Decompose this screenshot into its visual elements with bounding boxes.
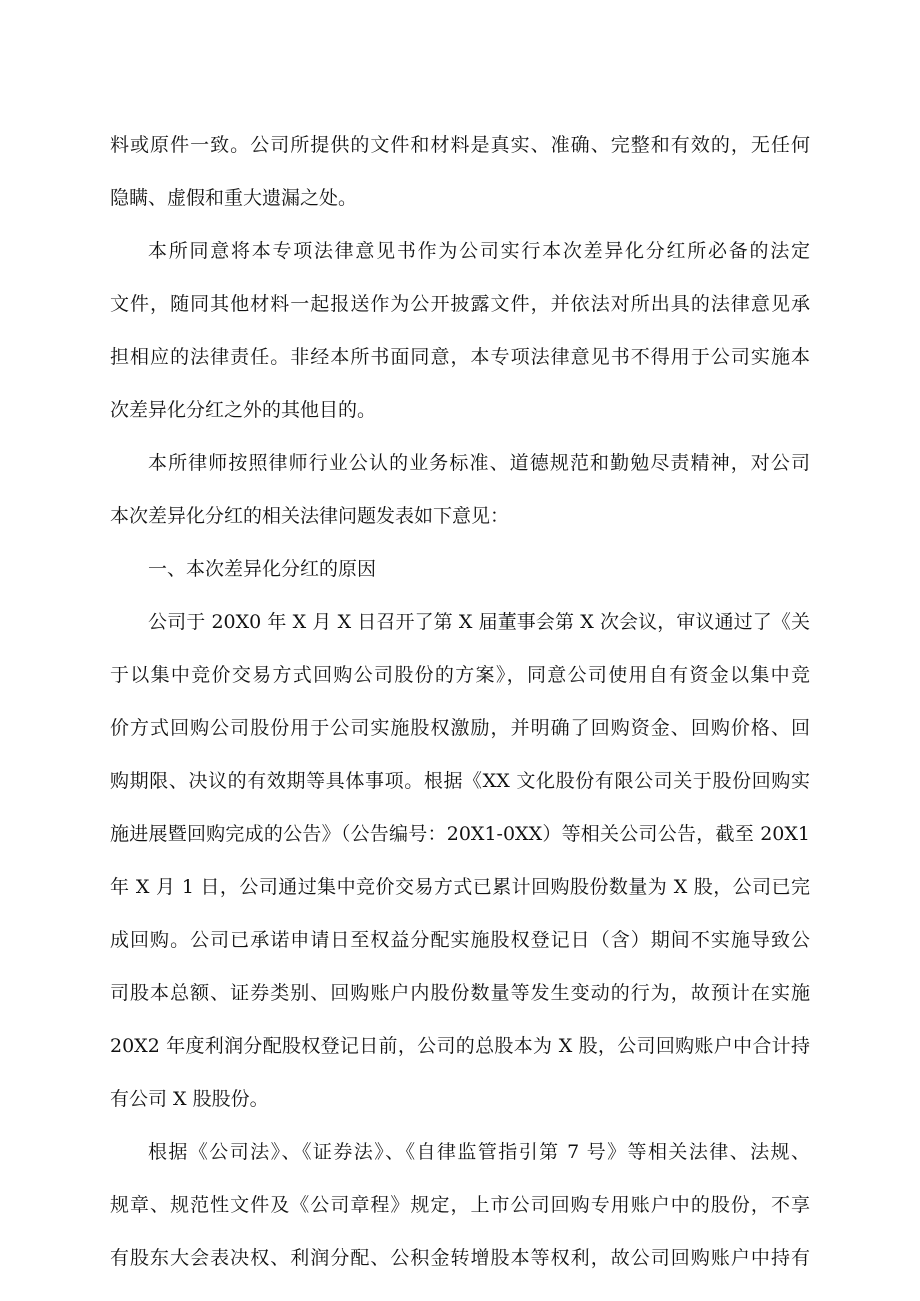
paragraph-4-line-4: 购期限、决议的有效期等具体事项。根据《XX 文化股份有限公司关于股份回购实 [110,770,810,792]
paragraph-2-line-4: 次差异化分红之外的其他目的。 [110,399,377,421]
paragraph-1-line-1: 料或原件一致。公司所提供的文件和材料是真实、准确、完整和有效的，无任何 [110,134,810,156]
paragraph-4-line-1: 公司于 20X0 年 X 月 X 日召开了第 X 届董事会第 X 次会议，审议通过了《关 [148,611,810,633]
section-heading: 一、本次差异化分红的原因 [148,558,377,580]
paragraph-3-line-2: 本次差异化分红的相关法律问题发表如下意见： [110,505,510,527]
paragraph-4-line-3: 价方式回购公司股份用于公司实施股权激励，并明确了回购资金、回购价格、回 [110,717,810,739]
paragraph-2-line-2: 文件，随同其他材料一起报送作为公开披露文件，并依法对所出具的法律意见承 [110,293,810,315]
paragraph-4-line-5: 施进展暨回购完成的公告》（公告编号：20X1-0XX）等相关公司公告，截至 20X1 [110,823,810,845]
paragraph-4-line-2: 于以集中竞价交易方式回购公司股份的方案》，同意公司使用自有资金以集中竞 [110,664,810,686]
paragraph-4-line-8: 司股本总额、证券类别、回购账户内股份数量等发生变动的行为，故预计在实施 [110,982,810,1004]
paragraph-5-line-1: 根据《公司法》、《证券法》、《自律监管指引第 7 号》等相关法律、法规、 [148,1141,810,1163]
paragraph-5-line-3: 有股东大会表决权、利润分配、公积金转增股本等权利，故公司回购账户中持有 [110,1247,810,1269]
paragraph-4-line-7: 成回购。公司已承诺申请日至权益分配实施股权登记日（含）期间不实施导致公 [110,929,810,951]
paragraph-4-line-6: 年 X 月 1 日，公司通过集中竞价交易方式已累计回购股份数量为 X 股，公司已完 [110,876,810,898]
paragraph-3-line-1: 本所律师按照律师行业公认的业务标准、道德规范和勤勉尽责精神，对公司 [148,452,810,474]
paragraph-2-line-1: 本所同意将本专项法律意见书作为公司实行本次差异化分红所必备的法定 [148,240,810,262]
paragraph-4-line-9: 20X2 年度利润分配股权登记日前，公司的总股本为 X 股，公司回购账户中合计持 [110,1035,810,1057]
paragraph-2-line-3: 担相应的法律责任。非经本所书面同意，本专项法律意见书不得用于公司实施本 [110,346,810,368]
paragraph-4-line-10: 有公司 X 股股份。 [110,1088,269,1110]
paragraph-1-line-2: 隐瞒、虚假和重大遗漏之处。 [110,187,358,209]
paragraph-5-line-2: 规章、规范性文件及《公司章程》规定，上市公司回购专用账户中的股份，不享 [110,1194,810,1216]
